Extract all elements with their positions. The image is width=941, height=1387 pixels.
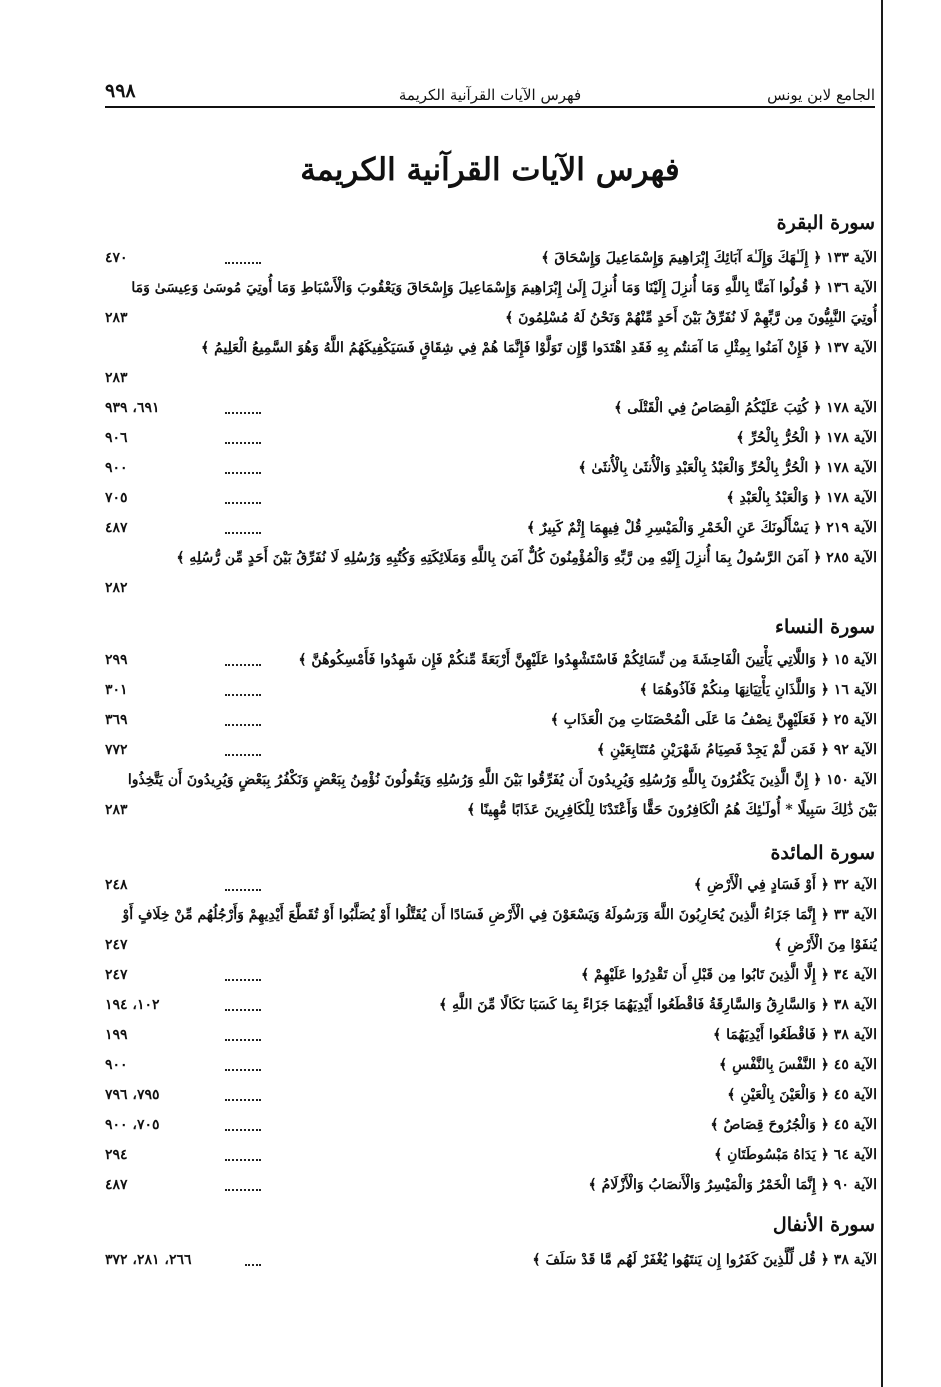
entry-text bbox=[105, 273, 877, 333]
index-entry bbox=[105, 870, 877, 900]
page-refs: ٧٩٥، ٧٩٦ bbox=[105, 1087, 160, 1103]
page-refs: ٢٨٢ bbox=[105, 580, 128, 596]
entry-text bbox=[105, 765, 877, 825]
leader-dots bbox=[225, 979, 261, 981]
verse-text: ﴿ فَإِنْ آمَنُوا بِمِثْلِ مَا آمَنتُم بِهِ فَقَدِ اهْتَدَوا وَّإِن تَوَلَّوْا فَإِنَّمَا هُمْ فِي شِقَاقٍ فَسَيَكْفِيكَهُمُ اللَّهُ وَهُوَ السَّمِيعُ الْعَلِيمُ ﴾ bbox=[201, 340, 822, 356]
header-rule bbox=[105, 106, 875, 108]
leader-dots bbox=[245, 1264, 261, 1266]
surah-heading: سورة النساء bbox=[775, 616, 875, 638]
verse-label: الآية ٣٢ bbox=[833, 877, 877, 893]
verse-text: ﴿ وَالْجُرُوحَ قِصَاصٌ ﴾ bbox=[710, 1117, 829, 1133]
verse-text: ﴿ يَسْأَلُونَكَ عَنِ الْخَمْرِ وَالْمَيْسِرِ قُلْ فِيهِمَا إِثْمٌ كَبِيرٌ ﴾ bbox=[526, 520, 822, 536]
verse-text: ﴿ إِنَّ الَّذِينَ يَكْفُرُونَ بِاللَّهِ وَرُسُلِهِ وَيُرِيدُونَ أَن يُفَرِّقُوا بَيْنَ اللَّهِ وَرُسُلِهِ وَيَقُولُونَ نُؤْمِنُ بِبَعْضٍ وَنَكْفُرُ بِبَعْضٍ وَيُرِيدُونَ أَن يَتَّخِذُوا بَيْنَ ذَٰلِكَ سَبِيلًا * أُولَـٰئِكَ هُمُ الْكَافِرُونَ حَقًّا وَأَعْتَدْنَا لِلْكَافِرِينَ عَذَابًا مُّهِينًا ﴾ bbox=[127, 772, 877, 818]
page-refs: ٩٠٠ bbox=[105, 1057, 128, 1073]
verse-label: الآية ٣٣ bbox=[833, 907, 877, 923]
verse-text: ﴿ وَالسَّارِقُ وَالسَّارِقَةُ فَاقْطَعُوا أَيْدِيَهُمَا جَزَاءً بِمَا كَسَبَا نَكَالًا مِّنَ اللَّهِ ﴾ bbox=[439, 997, 829, 1013]
verse-label: الآية ٢١٩ bbox=[826, 520, 877, 536]
surah-heading: سورة المائدة bbox=[770, 842, 875, 864]
entry-text bbox=[639, 675, 877, 705]
leader-dots bbox=[225, 664, 261, 666]
leader-dots bbox=[225, 412, 261, 414]
page-refs: ٢٨٣ bbox=[105, 802, 128, 818]
verse-label: الآية ١٦ bbox=[833, 682, 877, 698]
verse-label: الآية ٤٥ bbox=[833, 1117, 877, 1133]
page-refs: ٢٤٨ bbox=[105, 877, 128, 893]
verse-label: الآية ٩٠ bbox=[833, 1177, 877, 1193]
index-entry bbox=[105, 900, 877, 960]
verse-label: الآية ٣٨ bbox=[833, 1252, 877, 1268]
verse-text: ﴿ الْحُرُّ بِالْحُرِّ وَالْعَبْدُ بِالْعَبْدِ وَالْأُنثَىٰ بِالْأُنثَىٰ ﴾ bbox=[578, 460, 822, 476]
verse-label: الآية ١٣٣ bbox=[826, 250, 877, 266]
verse-text: ﴿ وَالْعَيْنَ بِالْعَيْنِ ﴾ bbox=[727, 1087, 829, 1103]
verse-label: الآية ٣٨ bbox=[833, 1027, 877, 1043]
verse-text: ﴿ أَوْ فَسَادٍ فِي الْأَرْضِ ﴾ bbox=[693, 877, 829, 893]
entry-text bbox=[713, 1020, 877, 1050]
verse-label: الآية ٩٢ bbox=[833, 742, 877, 758]
index-entry bbox=[105, 1110, 877, 1140]
page-refs: ٢٨٣ bbox=[105, 370, 128, 386]
entry-text bbox=[614, 393, 877, 423]
entry-text bbox=[527, 513, 877, 543]
page-number: ٩٩٨ bbox=[105, 80, 136, 102]
entry-text bbox=[105, 333, 877, 363]
leader-dots bbox=[225, 1009, 261, 1011]
verse-label: الآية ١٧٨ bbox=[826, 490, 877, 506]
verse-text: ﴿ فَعَلَيْهِنَّ نِصْفُ مَا عَلَى الْمُحْصَنَاتِ مِنَ الْعَذَابِ ﴾ bbox=[550, 712, 829, 728]
verse-label: الآية ١٧٨ bbox=[826, 430, 877, 446]
page-refs: ٢٩٩ bbox=[105, 652, 128, 668]
leader-dots bbox=[225, 754, 261, 756]
entry-text bbox=[298, 645, 877, 675]
leader-dots bbox=[225, 1189, 261, 1191]
page-refs: ٢٦٦، ٢٨١، ٣٧٢ bbox=[105, 1252, 192, 1268]
verse-text: ﴿ قُل لِّلَّذِينَ كَفَرُوا إِن يَنتَهُوا يُغْفَرْ لَهُم مَّا قَدْ سَلَفَ ﴾ bbox=[532, 1252, 829, 1268]
page-refs: ٢٨٣ bbox=[105, 310, 128, 326]
index-entry bbox=[105, 705, 877, 735]
verse-text: ﴿ آمَنَ الرَّسُولُ بِمَا أُنزِلَ إِلَيْهِ مِن رَّبِّهِ وَالْمُؤْمِنُونَ كُلٌّ آمَنَ بِاللَّهِ وَمَلَائِكَتِهِ وَكُتُبِهِ وَرُسُلِهِ لَا نُفَرِّقُ بَيْنَ أَحَدٍ مِّن رُّسُلِهِ ﴾ bbox=[176, 550, 822, 566]
leader-dots bbox=[225, 724, 261, 726]
leader-dots bbox=[225, 1159, 261, 1161]
verse-label: الآية ٦٤ bbox=[833, 1147, 877, 1163]
verse-text: ﴿ وَالْعَبْدُ بِالْعَبْدِ ﴾ bbox=[726, 490, 822, 506]
entry-text bbox=[694, 870, 877, 900]
verse-label: الآية ٤٥ bbox=[833, 1057, 877, 1073]
leader-dots bbox=[225, 1099, 261, 1101]
page-refs: ٣٦٩ bbox=[105, 712, 128, 728]
verse-text: ﴿ إِلَّا الَّذِينَ تَابُوا مِن قَبْلِ أَن تَقْدِرُوا عَلَيْهِمْ ﴾ bbox=[580, 967, 829, 983]
verse-label: الآية ٣٨ bbox=[833, 997, 877, 1013]
section-title: فهرس الآيات القرآنية الكريمة bbox=[398, 86, 582, 104]
verse-label: الآية ١٣٧ bbox=[826, 340, 877, 356]
leader-dots bbox=[225, 442, 261, 444]
entry-text bbox=[532, 1245, 877, 1275]
verse-label: الآية ٢٥ bbox=[833, 712, 877, 728]
entry-text bbox=[439, 990, 877, 1020]
verse-text: ﴿ فَاقْطَعُوا أَيْدِيَهُمَا ﴾ bbox=[713, 1027, 829, 1043]
leader-dots bbox=[225, 694, 261, 696]
verse-label: الآية ٣٤ bbox=[833, 967, 877, 983]
leader-dots bbox=[225, 532, 261, 534]
index-entry bbox=[105, 243, 877, 273]
verse-text: ﴿ يَدَاهُ مَبْسُوطَتَانِ ﴾ bbox=[714, 1147, 829, 1163]
index-entry bbox=[105, 273, 877, 333]
verse-label: الآية ١٥ bbox=[833, 652, 877, 668]
index-entry bbox=[105, 1050, 877, 1080]
book-title: الجامع لابن يونس bbox=[767, 86, 875, 104]
index-entry bbox=[105, 513, 877, 543]
index-entry bbox=[105, 765, 877, 825]
page-refs: ٣٠١ bbox=[105, 682, 128, 698]
page-refs: ٢٩٤ bbox=[105, 1147, 128, 1163]
index-entry bbox=[105, 675, 877, 705]
index-entry bbox=[105, 735, 877, 765]
leader-dots bbox=[225, 1069, 261, 1071]
page-refs: ٩٠٦ bbox=[105, 430, 128, 446]
index-entry bbox=[105, 393, 877, 423]
entry-text bbox=[719, 1050, 877, 1080]
entry-text bbox=[578, 453, 877, 483]
page-title: فهرس الآيات القرآنية الكريمة bbox=[300, 152, 680, 188]
page-refs: ٤٧٠ bbox=[105, 250, 128, 266]
leader-dots bbox=[225, 262, 261, 264]
verse-text: ﴿ إِلَـٰهَكَ وَإِلَـٰهَ آبَائِكَ إِبْرَاهِيمَ وَإِسْمَاعِيلَ وَإِسْحَاقَ ﴾ bbox=[541, 250, 822, 266]
verse-text: ﴿ كُتِبَ عَلَيْكُمُ الْقِصَاصُ فِي الْقَتْلَى ﴾ bbox=[614, 400, 822, 416]
verse-text: ﴿ فَمَن لَّمْ يَجِدْ فَصِيَامُ شَهْرَيْنِ مُتَتَابِعَيْنِ ﴾ bbox=[596, 742, 829, 758]
entry-text bbox=[105, 900, 877, 960]
index-entry bbox=[105, 1020, 877, 1050]
entry-text bbox=[597, 735, 877, 765]
page-refs: ٧٠٥، ٩٠٠ bbox=[105, 1117, 160, 1133]
entry-text bbox=[710, 1110, 877, 1140]
entry-text bbox=[589, 1170, 878, 1200]
page-refs: ٤٨٧ bbox=[105, 520, 128, 536]
index-entry bbox=[105, 990, 877, 1020]
entry-text bbox=[714, 1140, 877, 1170]
surah-heading: سورة الأنفال bbox=[772, 1214, 875, 1236]
index-entry bbox=[105, 1245, 877, 1275]
running-head bbox=[105, 80, 875, 106]
verse-text: ﴿ إِنَّمَا جَزَاءُ الَّذِينَ يُحَارِبُونَ اللَّهَ وَرَسُولَهُ وَيَسْعَوْنَ فِي الْأَرْضِ فَسَادًا أَن يُقَتَّلُوا أَوْ يُصَلَّبُوا أَوْ تُقَطَّعَ أَيْدِيهِمْ وَأَرْجُلُهُم مِّنْ خِلَافٍ أَوْ يُنفَوْا مِنَ الْأَرْضِ ﴾ bbox=[122, 907, 877, 953]
verse-text: ﴿ إِنَّمَا الْخَمْرُ وَالْمَيْسِرُ وَالْأَنصَابُ وَالْأَزْلَامُ ﴾ bbox=[588, 1177, 829, 1193]
index-entry bbox=[105, 1170, 877, 1200]
index-entry bbox=[105, 960, 877, 990]
surah-heading: سورة البقرة bbox=[776, 212, 875, 234]
verse-label: الآية ١٥٠ bbox=[826, 772, 877, 788]
index-entry bbox=[105, 483, 877, 513]
index-entry bbox=[105, 543, 877, 603]
page-refs: ١٠٢، ١٩٤ bbox=[105, 997, 160, 1013]
verse-text: ﴿ وَاللَّذَانِ يَأْتِيَانِهَا مِنكُمْ فَآذُوهُمَا ﴾ bbox=[639, 682, 829, 698]
index-entry bbox=[105, 423, 877, 453]
verse-text: ﴿ النَّفْسَ بِالنَّفْسِ ﴾ bbox=[719, 1057, 829, 1073]
index-entry bbox=[105, 1140, 877, 1170]
page-refs: ٩٠٠ bbox=[105, 460, 128, 476]
page-refs: ٤٨٧ bbox=[105, 1177, 128, 1193]
entry-text bbox=[727, 1080, 877, 1110]
verse-label: الآية ٤٥ bbox=[833, 1087, 877, 1103]
index-entry bbox=[105, 645, 877, 675]
leader-dots bbox=[225, 502, 261, 504]
leader-dots bbox=[225, 1039, 261, 1041]
verse-label: الآية ١٧٨ bbox=[826, 400, 877, 416]
entry-text bbox=[541, 243, 877, 273]
leader-dots bbox=[225, 1129, 261, 1131]
entry-text bbox=[581, 960, 877, 990]
index-entry bbox=[105, 333, 877, 393]
page-refs: ٢٤٧ bbox=[105, 937, 128, 953]
verse-text: ﴿ وَاللَّاتِي يَأْتِينَ الْفَاحِشَةَ مِن نِّسَائِكُمْ فَاسْتَشْهِدُوا عَلَيْهِنَّ أَرْبَعَةً مِّنكُمْ فَإِن شَهِدُوا فَأَمْسِكُوهُنَّ ﴾ bbox=[298, 652, 829, 668]
verse-label: الآية ١٧٨ bbox=[826, 460, 877, 476]
index-entry bbox=[105, 453, 877, 483]
verse-text: ﴿ قُولُوا آمَنَّا بِاللَّهِ وَمَا أُنزِلَ إِلَيْنَا وَمَا أُنزِلَ إِلَىٰ إِبْرَاهِيمَ وَإِسْمَاعِيلَ وَإِسْحَاقَ وَيَعْقُوبَ وَالْأَسْبَاطِ وَمَا أُوتِيَ مُوسَىٰ وَعِيسَىٰ وَمَا أُوتِيَ النَّبِيُّونَ مِن رَّبِّهِمْ لَا نُفَرِّقُ بَيْنَ أَحَدٍ مِّنْهُمْ وَنَحْنُ لَهُ مُسْلِمُونَ ﴾ bbox=[131, 280, 877, 326]
entry-text bbox=[726, 483, 877, 513]
page-refs: ١٩٩ bbox=[105, 1027, 128, 1043]
page-refs: ٦٩١، ٩٣٩ bbox=[105, 400, 160, 416]
page-refs: ٧٧٢ bbox=[105, 742, 128, 758]
entry-text bbox=[736, 423, 877, 453]
page-refs: ٧٠٥ bbox=[105, 490, 128, 506]
page-refs: ٢٤٧ bbox=[105, 967, 128, 983]
verse-label: الآية ١٣٦ bbox=[826, 280, 877, 296]
leader-dots bbox=[225, 472, 261, 474]
verse-label: الآية ٢٨٥ bbox=[826, 550, 877, 566]
entry-text bbox=[105, 543, 877, 573]
leader-dots bbox=[225, 889, 261, 891]
entry-text bbox=[551, 705, 877, 735]
index-entry bbox=[105, 1080, 877, 1110]
verse-text: ﴿ الْحُرُّ بِالْحُرِّ ﴾ bbox=[736, 430, 822, 446]
